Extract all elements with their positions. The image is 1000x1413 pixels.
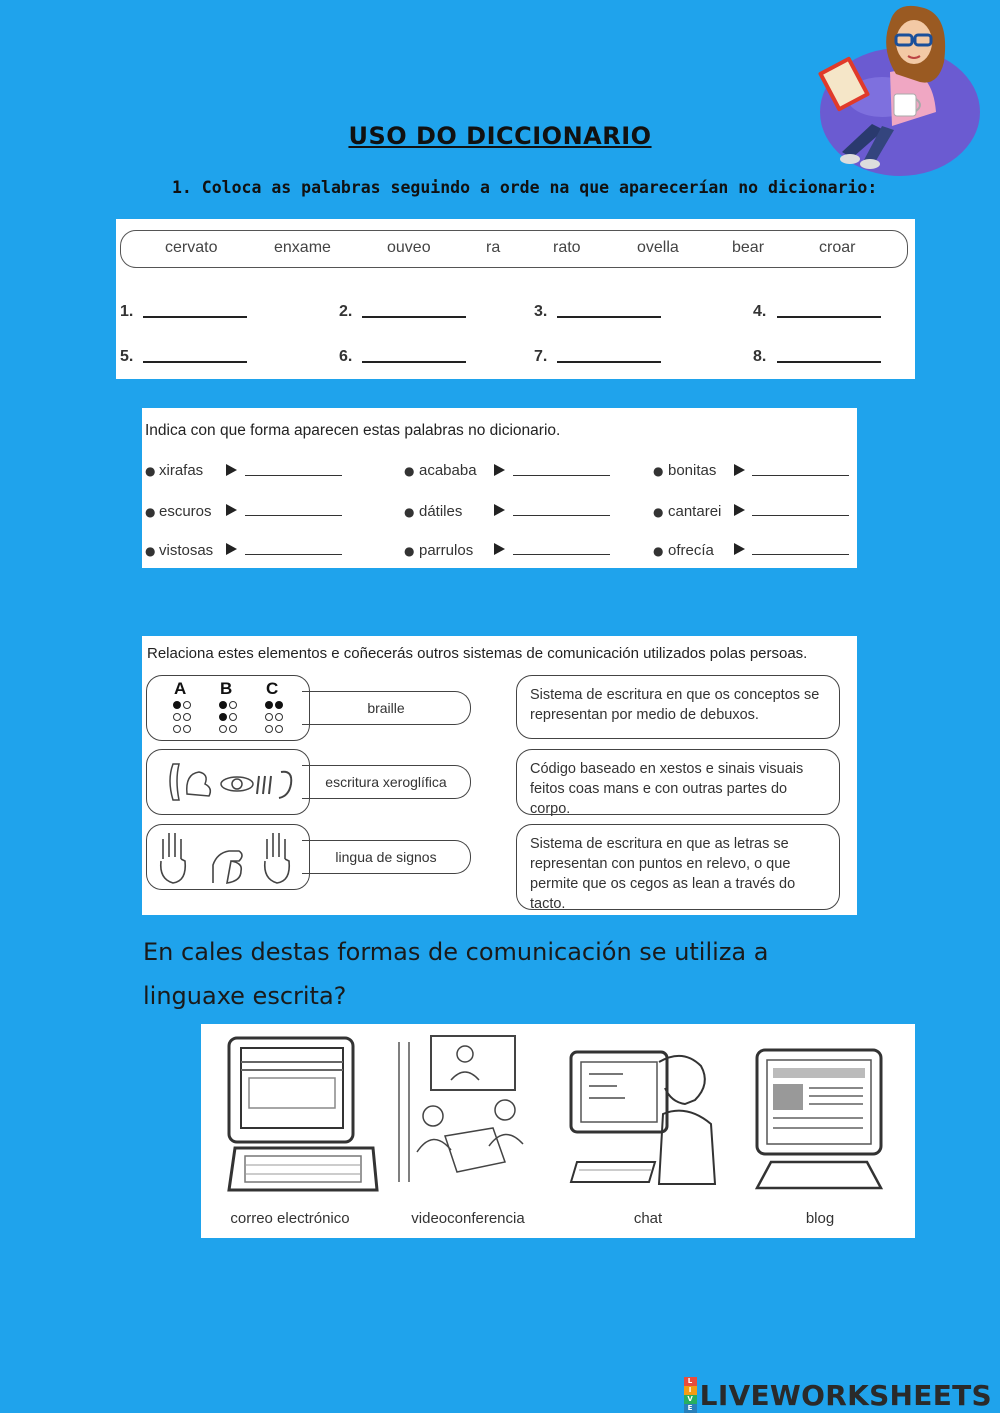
definition-box[interactable]: Sistema de escritura en que as letras se representan con puntos en relevo, o que permite que os cegos as lean a través do tacto. xyxy=(516,824,840,910)
braille-letter: C xyxy=(266,679,279,698)
slot-number: 1. xyxy=(120,303,134,320)
word-bank-item: enxame xyxy=(274,239,331,256)
braille-dot xyxy=(219,725,227,733)
bullet-icon: ● xyxy=(404,505,415,519)
answer-field-4[interactable] xyxy=(777,316,881,318)
bullet-icon: ● xyxy=(653,544,664,558)
word-bank-item: cervato xyxy=(165,239,218,256)
word-item: dátiles xyxy=(419,503,463,520)
caption-videoconference[interactable]: videoconferencia xyxy=(411,1210,525,1227)
word-item: vistosas xyxy=(159,542,214,559)
answer-field[interactable] xyxy=(245,515,342,516)
videoconference-illustration xyxy=(393,1032,543,1192)
play-arrow-icon xyxy=(494,504,505,516)
braille-dot xyxy=(229,725,237,733)
slot-number: 8. xyxy=(753,348,767,365)
chat-illustration xyxy=(567,1044,717,1194)
answer-field-1[interactable] xyxy=(143,316,247,318)
blog-computer-illustration xyxy=(751,1046,887,1192)
hieroglyph-image xyxy=(146,749,310,815)
braille-dot xyxy=(275,701,283,709)
braille-dot xyxy=(265,713,273,721)
braille-image xyxy=(146,675,310,741)
word-bank-item: rato xyxy=(553,239,581,256)
caption-email[interactable]: correo electrónico xyxy=(230,1210,350,1227)
braille-dot xyxy=(173,713,181,721)
system-label-hieroglyphic[interactable]: escritura xeroglífica xyxy=(302,765,471,799)
play-arrow-icon xyxy=(494,543,505,555)
communication-forms-exercise xyxy=(201,1024,915,1238)
braille-dot xyxy=(265,725,273,733)
answer-field-8[interactable] xyxy=(777,361,881,363)
answer-field-6[interactable] xyxy=(362,361,466,363)
bullet-icon: ● xyxy=(404,464,415,478)
dictionary-form-exercise xyxy=(142,408,857,568)
play-arrow-icon xyxy=(734,543,745,555)
answer-field[interactable] xyxy=(752,515,849,516)
slot-number: 3. xyxy=(534,303,548,320)
answer-field[interactable] xyxy=(513,475,610,476)
word-bank-item: croar xyxy=(819,239,856,256)
word-item: parrulos xyxy=(419,542,474,559)
email-computer-illustration xyxy=(223,1034,383,1194)
slot-number: 7. xyxy=(534,348,548,365)
bullet-icon: ● xyxy=(145,544,156,558)
answer-field[interactable] xyxy=(752,475,849,476)
answer-field-5[interactable] xyxy=(143,361,247,363)
answer-field-2[interactable] xyxy=(362,316,466,318)
braille-letter: B xyxy=(220,679,233,698)
matching-exercise xyxy=(142,636,857,915)
definition-box[interactable]: Código baseado en xestos e sinais visuais feitos coas mans e con outras partes do corpo. xyxy=(516,749,840,815)
logo-badge-icon: L I V E xyxy=(684,1377,697,1413)
avatar xyxy=(812,2,982,178)
braille-dot xyxy=(173,725,181,733)
word-item: ofrecía xyxy=(668,542,714,559)
braille-dot xyxy=(275,725,283,733)
bullet-icon: ● xyxy=(653,505,664,519)
braille-dot xyxy=(275,713,283,721)
word-item: acababa xyxy=(419,462,477,479)
braille-dot xyxy=(219,713,227,721)
answer-field-7[interactable] xyxy=(557,361,661,363)
braille-dot xyxy=(183,713,191,721)
word-item: xirafas xyxy=(159,462,204,479)
ordering-exercise xyxy=(116,219,915,379)
caption-blog[interactable]: blog xyxy=(805,1210,835,1227)
bullet-icon: ● xyxy=(653,464,664,478)
word-item: cantarei xyxy=(668,503,722,520)
braille-dot xyxy=(229,701,237,709)
bullet-icon: ● xyxy=(145,464,156,478)
braille-dot xyxy=(265,701,273,709)
slot-number: 5. xyxy=(120,348,134,365)
liveworksheets-logo xyxy=(684,1377,992,1413)
answer-field[interactable] xyxy=(513,554,610,555)
question-1: 1. Coloca as palabras seguindo a orde na que aparecerían no dicionario: xyxy=(172,178,878,197)
play-arrow-icon xyxy=(734,464,745,476)
word-bank xyxy=(120,230,908,268)
play-arrow-icon xyxy=(494,464,505,476)
word-bank-item: bear xyxy=(732,239,765,256)
word-item: escuros xyxy=(159,503,212,520)
system-label-sign-language[interactable]: lingua de signos xyxy=(302,840,471,874)
play-arrow-icon xyxy=(226,504,237,516)
sign-language-image xyxy=(146,824,310,890)
braille-dot xyxy=(183,701,191,709)
answer-field[interactable] xyxy=(245,554,342,555)
word-bank-item: ovella xyxy=(637,239,679,256)
question-2: En cales destas formas de comunicación se utiliza a linguaxe escrita? xyxy=(143,938,769,1010)
bullet-icon: ● xyxy=(145,505,156,519)
braille-dot xyxy=(229,713,237,721)
play-arrow-icon xyxy=(734,504,745,516)
word-item: bonitas xyxy=(668,462,717,479)
braille-dot xyxy=(183,725,191,733)
answer-field-3[interactable] xyxy=(557,316,661,318)
word-bank-item: ouveo xyxy=(387,239,431,256)
slot-number: 6. xyxy=(339,348,353,365)
bullet-icon: ● xyxy=(404,544,415,558)
answer-field[interactable] xyxy=(513,515,610,516)
exercise-3-heading: Relaciona estes elementos e coñecerás outros sistemas de comunicación utilizados polas persoas. xyxy=(147,645,808,662)
system-label-braille[interactable]: braille xyxy=(302,691,471,725)
exercise-2-heading: Indica con que forma aparecen estas palabras no dicionario. xyxy=(145,422,561,439)
brand-name: LIVEWORKSHEETS xyxy=(699,1378,992,1412)
play-arrow-icon xyxy=(226,464,237,476)
answer-field[interactable] xyxy=(245,475,342,476)
braille-dot xyxy=(173,701,181,709)
definition-box[interactable]: Sistema de escritura en que os conceptos se representan por medio de debuxos. xyxy=(516,675,840,739)
caption-chat[interactable]: chat xyxy=(633,1210,663,1227)
slot-number: 2. xyxy=(339,303,353,320)
answer-field[interactable] xyxy=(752,554,849,555)
play-arrow-icon xyxy=(226,543,237,555)
braille-dot xyxy=(219,701,227,709)
word-bank-item: ra xyxy=(486,239,501,256)
page-title: USO DO DICCIONARIO xyxy=(348,122,652,150)
braille-letter: A xyxy=(174,679,187,698)
slot-number: 4. xyxy=(753,303,767,320)
